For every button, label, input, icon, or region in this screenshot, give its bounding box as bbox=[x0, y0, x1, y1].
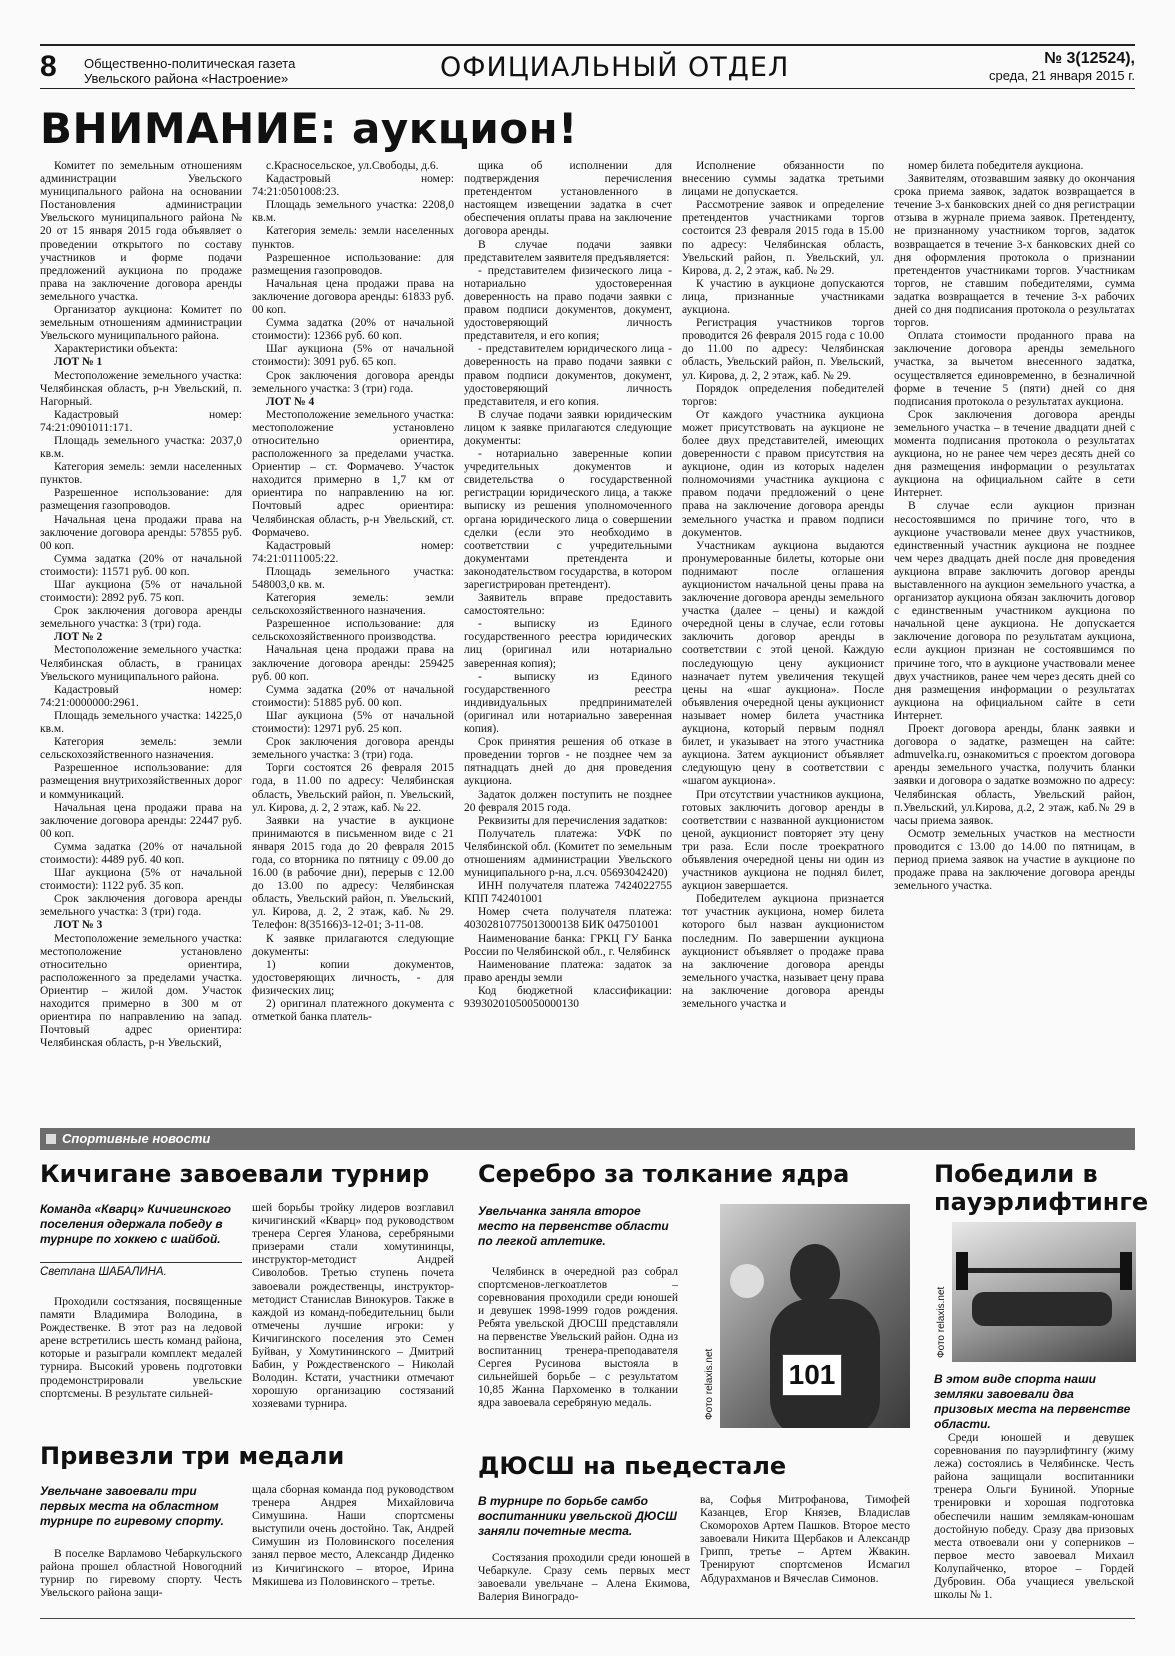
article-sambo-col2 bbox=[700, 1494, 910, 1614]
notice-paragraph: Срок заключения договора аренды земельного участка: 3 (три) года. bbox=[252, 736, 454, 762]
lot-heading: ЛОТ № 3 bbox=[54, 919, 103, 932]
notice-paragraph: Срок принятия решения об отказе в проведении торгов - не позднее чем за пятнадцать дней до дня проведения аукциона. bbox=[464, 736, 672, 788]
paper-line1: Общественно-политическая газета bbox=[84, 56, 296, 71]
notice-paragraph: Кадастровый номер: 74:21:0000000:2961. bbox=[40, 683, 242, 709]
notice-paragraph: Разрешенное использование: для сельскохозяйственного производства. bbox=[252, 618, 454, 644]
section-title: ОФИЦИАЛЬНЫЙ ОТДЕЛ bbox=[440, 52, 790, 83]
notice-paragraph: Номер счета получателя платежа: 40302810775013000138 БИК 047501001 bbox=[464, 906, 672, 932]
notice-paragraph: Местоположение земельного участка: местоположение установлено относительно ориентира, расположенного за пределами участка. Ориентир – жилой дом. Участок находится примерно в 300 м от ориентира по направлению на запад. Почтовый адрес ориентира: Челябинская область, р-н Увельский, bbox=[40, 932, 242, 1050]
notice-paragraph: Местоположение земельного участка: Челябинская область, в границах Увельского муниципального района. bbox=[40, 644, 242, 683]
shotput-photo-credit: Фото relaxis.net bbox=[704, 1348, 715, 1420]
article-powerlifting-lead: В этом виде спорта наши земляки завоевали два призовых места на первенстве области. bbox=[934, 1372, 1131, 1431]
notice-paragraph: Кадастровый номер: 74:21:0111005:22. bbox=[252, 539, 454, 565]
notice-paragraph: - выписку из Единого государственного реестра юридических лиц (оригинал или нотариально заверенная копия); bbox=[464, 618, 672, 670]
notice-paragraph: - выписку из Единого государственного реестра индивидуальных предпринимателей (оригинал или нотариально заверенная копия). bbox=[464, 670, 672, 736]
notice-paragraph: Шаг аукциона (5% от начальной стоимости): 3091 руб. 65 коп. bbox=[252, 343, 454, 369]
article-kettlebell-col1 bbox=[40, 1548, 242, 1614]
notice-column-3 bbox=[464, 160, 672, 1120]
article-kettlebell-title: Привезли три медали bbox=[40, 1442, 345, 1470]
notice-paragraph: Реквизиты для перечисления задатков: bbox=[478, 814, 668, 827]
notice-paragraph: Разрешенное использование: для размещения газопроводов. bbox=[252, 251, 454, 277]
notice-paragraph: Рассмотрение заявок и определение претендентов участниками торгов состоится 23 февраля 2015 года в 15.00 по адресу: Челябинская область, Увельский район, п. Увельский, ул. Кирова, д. 2, 2 этаж, каб. № 29. bbox=[682, 199, 884, 277]
article-hockey-byline: Светлана ШАБАЛИНА. bbox=[40, 1266, 167, 1278]
header-bottom-rule bbox=[40, 88, 1135, 89]
notice-paragraph: - представителем юридического лица - доверенность на право подачи заявки с правом подписи документов, документ, удостоверяющий личность представителя, и его копия. bbox=[464, 343, 672, 408]
barbell-plate-left bbox=[956, 1252, 968, 1290]
notice-paragraph: К заявке прилагаются следующие документы: bbox=[252, 932, 454, 958]
sports-band-label: Спортивные новости bbox=[62, 1131, 211, 1146]
notice-paragraph: Проект договора аренды, бланк заявки и договора о задатке, размещен на сайте: admuvelka.ru, ознакомиться с проектом договора аренды земельного участка, получить бланки заявки и договора о задатке возможно по адресу: Челябинская область, Увельский район, п.Увельский, ул.Кирова, д.2, 2 этаж, каб.№ 29 в часы приема заявок. bbox=[894, 723, 1135, 827]
page-number: 8 bbox=[40, 50, 57, 83]
article-hockey-col2 bbox=[252, 1202, 454, 1426]
article-sambo-text1: Состязания проходили среди юношей в Чебаркуле. Сразу семь первых мест завоевали увельчане – Алена Екимова, Валерия Виноградо- bbox=[478, 1552, 690, 1604]
article-shotput-lead: Увельчанка заняла второе место на первенстве области по легкой атлетике. bbox=[478, 1204, 669, 1248]
notice-paragraph: Площадь земельного участка: 2037,0 кв.м. bbox=[40, 434, 242, 461]
notice-paragraph: Осмотр земельных участков на местности проводится с 13.00 до 14.00 по пятницам, в период приема заявок на участие в аукционе по продаже права на заключение договора аренды земельного участка. bbox=[894, 827, 1135, 893]
notice-paragraph: Начальная цена продажи права на заключение договора аренды: 22447 руб. 00 коп. bbox=[40, 801, 242, 840]
notice-paragraph: Шаг аукциона (5% от начальной стоимости): 12971 руб. 25 коп. bbox=[252, 709, 454, 736]
article-hockey-title: Кичигане завоевали турнир bbox=[40, 1160, 430, 1188]
notice-paragraph: Площадь земельного участка: 14225,0 кв.м. bbox=[40, 709, 242, 736]
notice-paragraph: Шаг аукциона (5% от начальной стоимости): 1122 руб. 35 коп. bbox=[40, 867, 242, 893]
article-powerlifting-body bbox=[934, 1432, 1134, 1614]
notice-paragraph: Регистрация участников торгов проводится 26 февраля 2015 года с 10.00 до 11.00 по адресу: Челябинская область, Увельский район, п. Увельский, ул. Кирова, д. 2, 2 этаж, каб. № 29. bbox=[682, 317, 884, 382]
paper-line2: Увельского района «Настроение» bbox=[84, 71, 289, 86]
notice-paragraph: Сумма задатка (20% от начальной стоимости): 4489 руб. 40 коп. bbox=[40, 840, 242, 866]
notice-paragraph: От каждого участника аукциона может присутствовать на аукционе не более двух представителей, имеющих доверенности с правом присутствия на аукционе, один из которых наделен полномочиями участника аукциона с правом подачи предложений о цене права на заключение договора аренды земельного участка и правом подписи документов. bbox=[682, 408, 884, 539]
article-kettlebell-text2: щала сборная команда под руководством тренера Андрея Михайловича Симушина. Наши спортсмены выступили очень достойно. Так, Андрей Симушин из Половинского поселения занял первое место, Александр Диденко из Кичигинского – второе, Ирина Мякишева из Половинского – третье. bbox=[252, 1484, 454, 1588]
article-hockey-text1: Проходили состязания, посвященные памяти Владимира Володина, в Рождественке. В этот раз на ледовой арене встретились шесть команд района, которые и разыграли комплект медалей турнира. Высокий уровень подготовки продемонстрировали увельские спортсмены. В результате сильней- bbox=[40, 1296, 242, 1400]
issue-date: среда, 21 января 2015 г. bbox=[988, 68, 1135, 83]
athlete-silhouette bbox=[790, 1244, 840, 1304]
notice-paragraph: номер билета победителя аукциона. bbox=[908, 160, 1084, 172]
notice-paragraph: Местоположение земельного участка: местоположение установлено относительно ориентира, расположенного за пределами участка. Ориентир – ст. Формачево. Участок находится примерно в 1,7 км от ориентира по направлению на юг. Почтовый адрес ориентира: Челябинская область, р-н Увельский, ст. Формачево. bbox=[252, 408, 454, 539]
notice-paragraph: Разрешенное использование: для размещения газопроводов. bbox=[40, 487, 242, 513]
issue-info bbox=[989, 50, 1135, 84]
notice-paragraph: Характеристики объекта: bbox=[54, 343, 178, 356]
notice-paragraph: ИНН получателя платежа 7424022755 КПП 742401001 bbox=[464, 880, 672, 906]
notice-column-5 bbox=[894, 160, 1135, 1120]
notice-paragraph: Комитет по земельным отношениям администрации Увельского муниципального района на основании Постановления администрации Увельского муниципального района № 20 от 15 января 2015 года объявляет о проведении открытого по составу участников и форме подачи предложений аукциона по продаже права на заключение договора аренды земельного участка. bbox=[40, 160, 242, 303]
shotput-photo bbox=[720, 1204, 910, 1428]
notice-paragraph: Срок заключения договора аренды земельного участка: 3 (три) года. bbox=[252, 369, 454, 395]
notice-paragraph: Кадастровый номер: 74:21:0901011:171. bbox=[40, 408, 242, 434]
barbell-bar bbox=[962, 1268, 1126, 1273]
notice-paragraph: - представителем физического лица - нотариально удостоверенная доверенность на право подачи заявки с правом подписи документов, документ, удостоверяющий личность представителя, и его копия; bbox=[464, 264, 672, 343]
lot-heading: ЛОТ № 2 bbox=[54, 631, 103, 644]
notice-paragraph: Категория земель: земли населенных пунктов. bbox=[40, 461, 242, 487]
article-hockey-col1 bbox=[40, 1296, 242, 1426]
notice-paragraph: Срок заключения договора аренды земельного участка: 3 (три) года. bbox=[40, 605, 242, 631]
notice-paragraph: Категория земель: земли сельскохозяйственного назначения. bbox=[40, 736, 242, 762]
sports-news-band bbox=[40, 1128, 1135, 1150]
notice-paragraph: Заявки на участие в аукционе принимаются в письменном виде с 21 января 2015 года до 20 февраля 2015 года, со вторника по пятницу с 09.00 до 16.00 (в рабочие дни), перерыв с 12.00 до 13.00 по адресу: Челябинская область, Увельский район, п. Увельский, ул. Кирова, д. 2, 2 этаж, каб. № 29. Телефон: 8(35166)3-12-01; 3-11-08. bbox=[252, 814, 454, 932]
lot-heading: ЛОТ № 4 bbox=[266, 395, 315, 408]
notice-paragraph: Порядок определения победителей торгов: bbox=[682, 382, 884, 408]
notice-paragraph: При отсутствии участников аукциона, готовых заключить договор аренды в соответствии с названной аукционистом ценой, аукционист повторяет эту цену три раза. Если после троекратного объявления очередной цены ни один из участников аукциона не поднял билет, аукцион завершается. bbox=[682, 788, 884, 893]
notice-paragraph: Наименование банка: ГРКЦ ГУ Банка России по Челябинской обл., г. Челябинск bbox=[464, 932, 672, 958]
notice-paragraph: Категория земель: земли населенных пунктов. bbox=[252, 225, 454, 251]
notice-paragraph: с.Красносельское, ул.Свободы, д.6. bbox=[266, 160, 439, 172]
notice-paragraph: Местоположение земельного участка: Челябинская область, р-н Увельский, п. Нагорный. bbox=[40, 369, 242, 408]
article-kettlebell-lead: Увельчане завоевали три первых места на областном турнире по гиревому спорту. bbox=[40, 1484, 224, 1528]
notice-column-2 bbox=[252, 160, 454, 1120]
notice-paragraph: Сумма задатка (20% от начальной стоимости): 51885 руб. 00 коп. bbox=[252, 683, 454, 709]
lot-heading: ЛОТ № 1 bbox=[54, 356, 103, 369]
notice-paragraph: Код бюджетной классификации: 93930201050050000130 bbox=[464, 984, 672, 1010]
article-hockey-text2: шей борьбы тройку лидеров возглавил кичигинский «Кварц» под руководством тренера Сергея Уланова, серебряными призерами стали хомутининцы, инструктор-методист Андрей Сиволобов. Третью ступень почета завоевали рождественцы, инструктор-методист Станислав Винокуров. Также в каждой из команд-победительниц были отмечены лучшие игроки: у Кичигинского поселения это Семен Буйван, у Хомутининского – Дмитрий Бабин, у Рождественского – Николай Володин. Кстати, участники отмечают хорошую организацию состязаний хозяевами турнира. bbox=[252, 1202, 454, 1411]
notice-paragraph: Организатор аукциона: Комитет по земельным отношениям администрации Увельского муниципального района. bbox=[40, 304, 242, 343]
notice-paragraph: Заявителям, отозвавшим заявку до окончания срока приема заявок, задаток возвращается в течение 3-х банковских дней со дня регистрации отзыва в журнале приема заявок. Претенденту, не признанному участником торгов, задаток возвращается в течение 3-х банковских дней со дня оформления протокола о признании претендентов участниками торгов. Участникам торгов, не ставшим победителями, сумма задатка возвращается в течение 3-х рабочих дней со дня подписания протокола о результатах торгов. bbox=[894, 173, 1135, 330]
notice-paragraph: щика об исполнении для подтверждения перечисления претендентом установленного в настоящем извещении задатка в счет обеспечения оплаты права на заключение договора аренды. bbox=[464, 160, 672, 238]
notice-paragraph: В случае подачи заявки представителем заявителя предъявляется: bbox=[464, 238, 672, 264]
notice-paragraph: 2) оригинал платежного документа с отметкой банка платель- bbox=[252, 998, 454, 1024]
notice-paragraph: Торги состоятся 26 февраля 2015 года, в 11.00 по адресу: Челябинская область, Увельский район, п. Увельский, ул. Кирова, д. 2, 2 этаж, каб. № 22. bbox=[252, 762, 454, 814]
powerlifting-photo bbox=[952, 1222, 1136, 1362]
article-sambo-col1 bbox=[478, 1552, 690, 1614]
barbell-plate-right bbox=[1120, 1252, 1132, 1290]
notice-paragraph: Наименование платежа: задаток за право аренды земли bbox=[464, 958, 672, 984]
article-kettlebell-col2 bbox=[252, 1484, 454, 1614]
article-hockey-lead: Команда «Кварц» Кичигинского поселения одержала победу в турнире по хоккею с шайбой. bbox=[40, 1202, 231, 1246]
notice-paragraph: Срок заключения договора аренды земельного участка – в течение двадцати дней с момента подписания протокола о результатах аукциона, но не ранее чем через десять дней со дня размещения информации о результатах аукциона на официальном сайте в сети Интернет. bbox=[894, 408, 1135, 500]
article-kettlebell-text1: В поселке Варламово Чебаркульского района прошел областной Новогодний турнир по гиревому спорту. Честь Увельского района защи- bbox=[40, 1548, 242, 1600]
band-marker-icon bbox=[46, 1134, 56, 1144]
shot-ball bbox=[730, 1264, 764, 1298]
notice-paragraph: Площадь земельного участка: 548003,0 кв. м. bbox=[252, 565, 454, 591]
notice-column-1 bbox=[40, 160, 242, 1120]
page-headline: ВНИМАНИЕ: аукцион! bbox=[40, 104, 578, 153]
notice-paragraph: 1) копии документов, удостоверяющих личность, - для физических лиц; bbox=[252, 958, 454, 997]
notice-paragraph: В случае подачи заявки юридическим лицом к заявке прилагаются следующие документы: bbox=[464, 408, 672, 447]
notice-paragraph: Оплата стоимости проданного права на заключение договора аренды земельного участка, за вычетом внесенного задатка, осуществляется единовременно, в безналичной форме в течение 5 (пяти) дней со дня подписания протокола о результатах аукциона. bbox=[894, 330, 1135, 408]
article-sambo-lead: В турнире по борьбе самбо воспитанники увельской ДЮСШ заняли почетные места. bbox=[478, 1494, 677, 1538]
paper-name bbox=[84, 56, 295, 86]
notice-paragraph: Шаг аукциона (5% от начальной стоимости): 2892 руб. 75 коп. bbox=[40, 579, 242, 605]
notice-paragraph: В случае если аукцион признан несостоявшимся по причине того, что в аукционе участвовали менее двух участников, единственный участник аукциона не позднее чем через двадцать дней после дня проведения аукциона вправе заключить договор аренды выставленного на аукцион земельного участка, а организатор аукциона обязан заключить договор с единственным участником аукциона по начальной цене аукциона. Не допускается заключение договора по результатам аукциона, если аукцион признан не состоявшимся по причине того, что в аукционе участвовали менее двух участников, ранее чем через десять дней со дня размещения информации о результатах аукциона на официальном сайте в сети Интернет. bbox=[894, 500, 1135, 722]
notice-paragraph: Заявитель вправе предоставить самостоятельно: bbox=[464, 592, 672, 618]
notice-paragraph: Сумма задатка (20% от начальной стоимости): 12366 руб. 60 коп. bbox=[252, 317, 454, 343]
notice-paragraph: Кадастровый номер: 74:21:0501008:23. bbox=[252, 173, 454, 199]
notice-paragraph: Получатель платежа: УФК по Челябинской обл. (Комитет по земельным отношениям администрации Увельского муниципального р-на, л.сч. 05693042420) bbox=[464, 827, 672, 880]
page-bottom-rule bbox=[40, 1618, 1135, 1619]
notice-paragraph: Участникам аукциона выдаются пронумерованные билеты, которые они поднимают после оглашения аукционистом начальной цены права на заключение договора аренды земельного участка (далее – цены) и каждой очередной цены в случае, если готовы заключить договор аренды в соответствии с этой ценой. Каждую последующую цену аукционист назначает путем увеличения текущей цены на «шаг аукциона». После объявления очередной цены аукционист называет номер билета участника аукциона, который первым поднял билет, и указывает на этого участника аукциона. Затем аукционист объявляет следующую цену в соответствии с «шагом аукциона». bbox=[682, 539, 884, 788]
notice-paragraph: Начальная цена продажи права на заключение договора аренды: 259425 руб. 00 коп. bbox=[252, 644, 454, 683]
race-bib: 101 bbox=[782, 1354, 842, 1396]
article-shotput-body bbox=[478, 1266, 678, 1426]
article-shotput-title: Серебро за толкание ядра bbox=[478, 1160, 850, 1188]
notice-paragraph: Разрешенное использование: для размещения внутрихозяйственных дорог и коммуникаций. bbox=[40, 762, 242, 801]
notice-paragraph: Срок заключения договора аренды земельного участка: 3 (три) года. bbox=[40, 893, 242, 919]
notice-paragraph: Начальная цена продажи права на заключение договора аренды: 57855 руб. 00 коп. bbox=[40, 513, 242, 552]
notice-paragraph: Сумма задатка (20% от начальной стоимости): 11571 руб. 00 коп. bbox=[40, 552, 242, 578]
notice-column-4 bbox=[682, 160, 884, 1120]
notice-paragraph: Начальная цена продажи права на заключение договора аренды: 61833 руб. 00 коп. bbox=[252, 277, 454, 317]
header-top-rule bbox=[40, 44, 1135, 46]
notice-paragraph: - нотариально заверенные копии учредительных документов и свидетельства о государственной регистрации юридического лица, а также выписку из решения уполномоченного органа юридического лица о совершении сделки (если это необходимо в соответствии с учредительными документами претендента и законодательством государства, в котором зарегистрирован претендент). bbox=[464, 448, 672, 591]
lifter-silhouette bbox=[972, 1292, 1112, 1326]
notice-paragraph: Победителем аукциона признается тот участник аукциона, номер билета которого был назван аукционистом последним. По завершении аукциона аукционист объявляет о продаже права на заключение договора аренды земельного участка, называет цену права на заключение договора аренды земельного участка и bbox=[682, 893, 884, 1010]
issue-number: № 3(12524), bbox=[1044, 50, 1135, 67]
article-powerlifting-text: Среди юношей и девушек соревнования по пауэрлифтингу (жиму лежа) состоялись в Челябинске. Честь района защищали воспитанники тренера Ольги Буниной. Упорные тренировки и хорошая подготовка обеспечили нашим землякам-юношам достойную победу. Сразу два призовых места отвоевали они у соперников – первое место завоевал Михаил Колупайченко, второе – Гордей Дубровин. Оба учащиеся увельской школы № 1. bbox=[934, 1432, 1134, 1602]
notice-paragraph: К участию в аукционе допускаются лица, признанные участниками аукциона. bbox=[682, 277, 884, 317]
notice-paragraph: Исполнение обязанности по внесению суммы задатка третьими лицами не допускается. bbox=[682, 160, 884, 199]
lead-rule bbox=[40, 1262, 242, 1263]
powerlifting-photo-credit: Фото relaxis.net bbox=[936, 1286, 947, 1358]
article-sambo-title: ДЮСШ на пьедестале bbox=[478, 1452, 787, 1480]
article-shotput-text: Челябинск в очередной раз собрал спортсменов-легкоатлетов – соревнования проходили среди юношей и девушек 1998-1999 годов рождения. Ребята увельской ДЮСШ представляли на первенстве Увельский район. Одна из воспитанниц тренера-преподавателя Сергея Русинова выстояла в сильнейшей борьбе – с результатом 10,85 Жанна Пархоменко в толкании ядра завоевала серебряную медаль. bbox=[478, 1266, 678, 1409]
notice-paragraph: Задаток должен поступить не позднее 20 февраля 2015 года. bbox=[464, 788, 672, 814]
notice-paragraph: Площадь земельного участка: 2208,0 кв.м. bbox=[252, 199, 454, 225]
article-powerlifting-title: Победили в пауэрлифтинге bbox=[934, 1160, 1149, 1216]
article-sambo-text2: ва, Софья Митрофанова, Тимофей Казанцев, Егор Князев, Владислав Скоморохов Артем Пашков. Второе место завоевали Никита Щербаков и Александр Грипп, третье – Артем Жвакин. Тренируют спортсменов Исмагил Абдурахманов и Вячеслав Симонов. bbox=[700, 1494, 910, 1585]
notice-paragraph: Категория земель: земли сельскохозяйственного назначения. bbox=[252, 592, 454, 618]
